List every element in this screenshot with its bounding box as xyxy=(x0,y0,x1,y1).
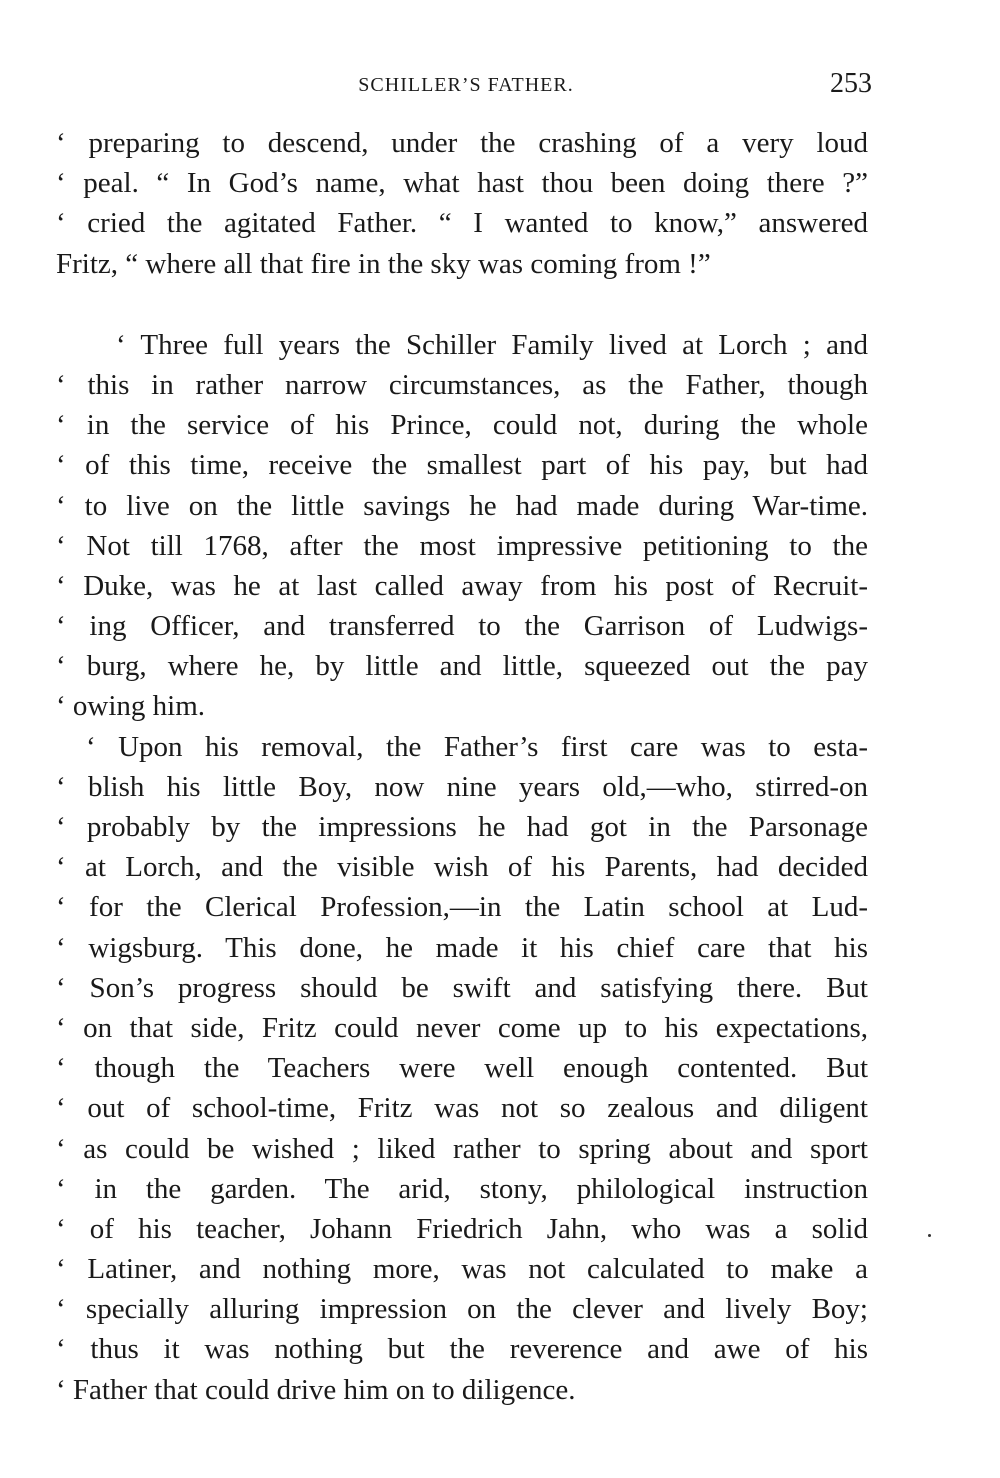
text-line: ‘ ing Officer, and transferred to the Garrison of Ludwigs- xyxy=(56,610,868,643)
paragraph-gap xyxy=(56,284,868,325)
text-line: ‘ specially alluring impression on the clever and lively Boy; xyxy=(56,1293,868,1326)
text-line: ‘ preparing to descend, under the crashing of a very loud xyxy=(56,127,868,159)
text-line: ‘ this in rather narrow circumstances, as the Father, though xyxy=(56,368,868,401)
text-line: ‘ blish his little Boy, now nine years old,—who, stirred-on xyxy=(56,770,868,803)
running-title: SCHILLER’S FATHER. xyxy=(358,74,574,96)
paragraph-3 xyxy=(56,727,868,1410)
text-line: ‘ Upon his removal, the Father’s first care was to esta- xyxy=(86,730,868,763)
text-line: ‘ burg, where he, by little and little, squeezed out the pay xyxy=(56,650,868,683)
text-line: ‘ Son’s progress should be swift and satisfying there. But xyxy=(56,971,868,1004)
text-line: ‘ Latiner, and nothing more, was not calculated to make a xyxy=(56,1253,868,1286)
text-line: ‘ out of school-time, Fritz was not so zealous and diligent xyxy=(56,1092,868,1125)
ink-speck xyxy=(928,1234,931,1237)
text-line: ‘ thus it was nothing but the reverence and awe of his xyxy=(56,1333,868,1366)
text-line: Fritz, “ where all that fire in the sky was coming from !” xyxy=(56,247,711,280)
text-line: ‘ peal. “ In God’s name, what hast thou been doing there ?” xyxy=(56,167,868,200)
page-header xyxy=(60,66,872,102)
body-text xyxy=(56,123,868,1410)
text-line: ‘ cried the agitated Father. “ I wanted to know,” answered xyxy=(56,207,868,240)
text-line: ‘ at Lorch, and the visible wish of his Parents, had decided xyxy=(56,851,868,884)
paragraph-1 xyxy=(56,123,868,284)
text-line: ‘ of his teacher, Johann Friedrich Jahn, who was a solid xyxy=(56,1212,868,1245)
text-line: ‘ though the Teachers were well enough contented. But xyxy=(56,1052,868,1085)
text-line: ‘ of this time, receive the smallest part of his pay, but had xyxy=(56,449,868,482)
page-number: 253 xyxy=(830,68,872,99)
text-line: ‘ Father that could drive him on to diligence. xyxy=(56,1373,576,1406)
text-line: ‘ Not till 1768, after the most impressive petitioning to the xyxy=(56,529,868,562)
text-line: ‘ owing him. xyxy=(56,690,206,723)
text-line: ‘ in the garden. The arid, stony, philological instruction xyxy=(56,1172,868,1205)
text-line: ‘ Three full years the Schiller Family lived at Lorch ; and xyxy=(116,328,868,361)
text-line: ‘ on that side, Fritz could never come up to his expectations, xyxy=(56,1011,868,1044)
text-line: ‘ probably by the impressions he had got in the Parsonage xyxy=(56,811,868,843)
text-line: ‘ as could be wished ; liked rather to spring about and sport xyxy=(56,1132,868,1165)
text-line: ‘ to live on the little savings he had made during War-time. xyxy=(56,489,868,522)
paragraph-2 xyxy=(56,325,868,727)
text-line: ‘ wigsburg. This done, he made it his chief care that his xyxy=(56,931,868,964)
text-line: ‘ for the Clerical Profession,—in the Latin school at Lud- xyxy=(56,891,868,924)
text-line: ‘ Duke, was he at last called away from his post of Recruit- xyxy=(56,569,868,602)
text-line: ‘ in the service of his Prince, could not, during the whole xyxy=(56,409,868,442)
